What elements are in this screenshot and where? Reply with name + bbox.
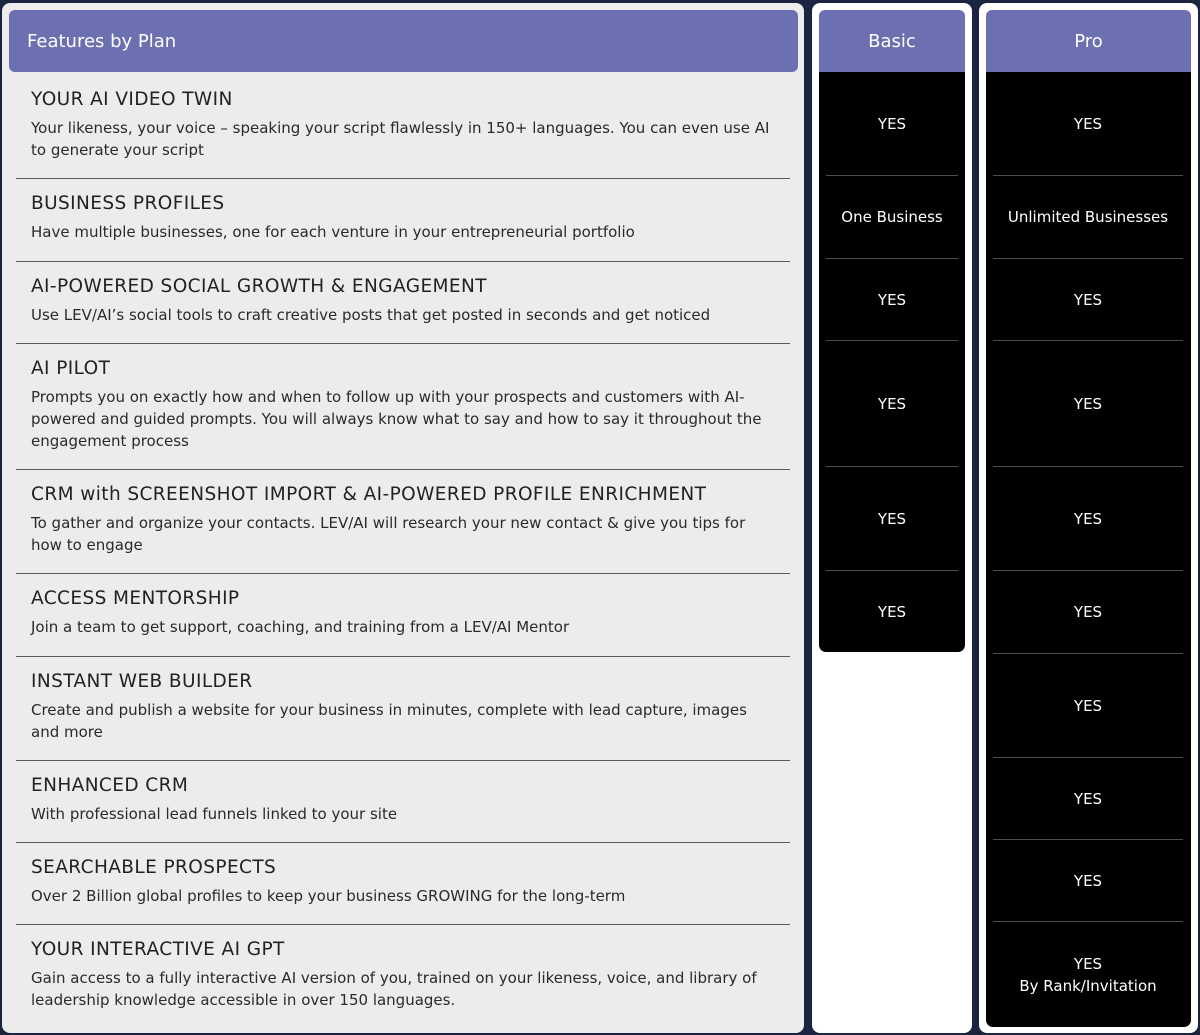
feature-row — [16, 925, 790, 1029]
pro-cell — [993, 758, 1183, 840]
pro-value: YES — [1073, 696, 1103, 715]
feature-row — [16, 75, 790, 179]
pro-value: YES — [1073, 394, 1103, 413]
feature-title: ENHANCED CRM — [31, 775, 189, 796]
basic-cell — [826, 571, 958, 652]
feature-row — [16, 262, 790, 344]
pro-value: YES — [1073, 789, 1103, 808]
feature-description: Join a team to get support, coaching, and training from a LEV/AI Mentor — [31, 618, 570, 636]
basic-cell — [826, 72, 958, 176]
basic-plan-title: Basic — [868, 30, 916, 52]
pro-value: YES — [1073, 871, 1103, 890]
feature-row — [16, 761, 790, 843]
feature-description: Gain access to a fully interactive AI version of you, trained on your likeness, voice, and library of leadership knowledge accessible in over 150 languages. — [31, 969, 757, 1009]
pro-cell — [993, 341, 1183, 467]
feature-description: Use LEV/AI’s social tools to craft creative posts that get posted in seconds and get noticed — [31, 306, 711, 324]
pro-plan-header — [986, 10, 1191, 72]
basic-value: YES — [877, 602, 907, 621]
pro-value: Unlimited Businesses — [1007, 208, 1169, 226]
pro-cell — [993, 467, 1183, 571]
feature-title: BUSINESS PROFILES — [31, 193, 225, 214]
basic-plan-header — [819, 10, 965, 72]
feature-description: To gather and organize your contacts. LEV/AI will research your new contact & give you tips for how to engage — [31, 514, 746, 554]
feature-title: ACCESS MENTORSHIP — [31, 588, 240, 609]
pro-plan-column — [979, 3, 1198, 1033]
feature-row — [16, 344, 790, 470]
feature-title: AI-POWERED SOCIAL GROWTH & ENGAGEMENT — [31, 276, 487, 297]
feature-description: Your likeness, your voice – speaking your script flawlessly in 150+ languages. You can even use AI to generate your script — [31, 119, 770, 159]
feature-description: Over 2 Billion global profiles to keep your business GROWING for the long-term — [31, 887, 626, 905]
feature-description: Create and publish a website for your business in minutes, complete with lead capture, images and more — [31, 701, 747, 741]
basic-plan-column — [812, 3, 972, 1033]
pro-value: YES — [1073, 114, 1103, 133]
basic-value: YES — [877, 509, 907, 528]
basic-cell — [826, 259, 958, 341]
pro-plan-values — [986, 72, 1191, 1027]
pro-cell — [993, 654, 1183, 758]
feature-title: CRM with SCREENSHOT IMPORT & AI-POWERED PROFILE ENRICHMENT — [31, 484, 707, 505]
feature-row — [16, 657, 790, 761]
features-header — [9, 10, 798, 72]
basic-value: YES — [877, 114, 907, 133]
pro-value: YES — [1073, 603, 1103, 621]
pro-value-note: By Rank/Invitation — [1019, 976, 1157, 995]
basic-cell — [826, 467, 958, 571]
pro-cell — [993, 72, 1183, 176]
pro-value: YES — [1073, 509, 1103, 528]
feature-title: AI PILOT — [31, 358, 111, 379]
feature-title: YOUR INTERACTIVE AI GPT — [31, 939, 285, 960]
feature-description: Have multiple businesses, one for each venture in your entrepreneurial portfolio — [31, 223, 635, 241]
feature-row — [16, 574, 790, 657]
features-header-title: Features by Plan — [27, 30, 177, 52]
feature-row — [16, 843, 790, 925]
basic-value: One Business — [841, 208, 943, 226]
pro-cell — [993, 571, 1183, 654]
feature-row — [16, 179, 790, 262]
pro-cell — [993, 922, 1183, 1027]
feature-row — [16, 470, 790, 574]
basic-value: YES — [877, 394, 907, 413]
basic-cell — [826, 176, 958, 259]
feature-title: INSTANT WEB BUILDER — [31, 671, 253, 692]
feature-description: Prompts you on exactly how and when to follow up with your prospects and customers with AI-powered and guided prompts. You will always know what to say and how to say it throughout the engagement process — [31, 388, 762, 450]
pro-value: YES — [1073, 290, 1103, 309]
features-panel — [2, 3, 804, 1033]
pro-cell — [993, 259, 1183, 341]
feature-title: YOUR AI VIDEO TWIN — [31, 89, 233, 110]
pro-plan-title: Pro — [1074, 30, 1103, 52]
feature-description: With professional lead funnels linked to your site — [31, 805, 398, 823]
basic-cell — [826, 341, 958, 467]
basic-plan-values — [819, 72, 965, 652]
pro-cell — [993, 176, 1183, 259]
pro-cell — [993, 840, 1183, 922]
basic-value: YES — [877, 290, 907, 309]
pro-value: YES — [1073, 954, 1103, 973]
feature-title: SEARCHABLE PROSPECTS — [31, 857, 277, 878]
